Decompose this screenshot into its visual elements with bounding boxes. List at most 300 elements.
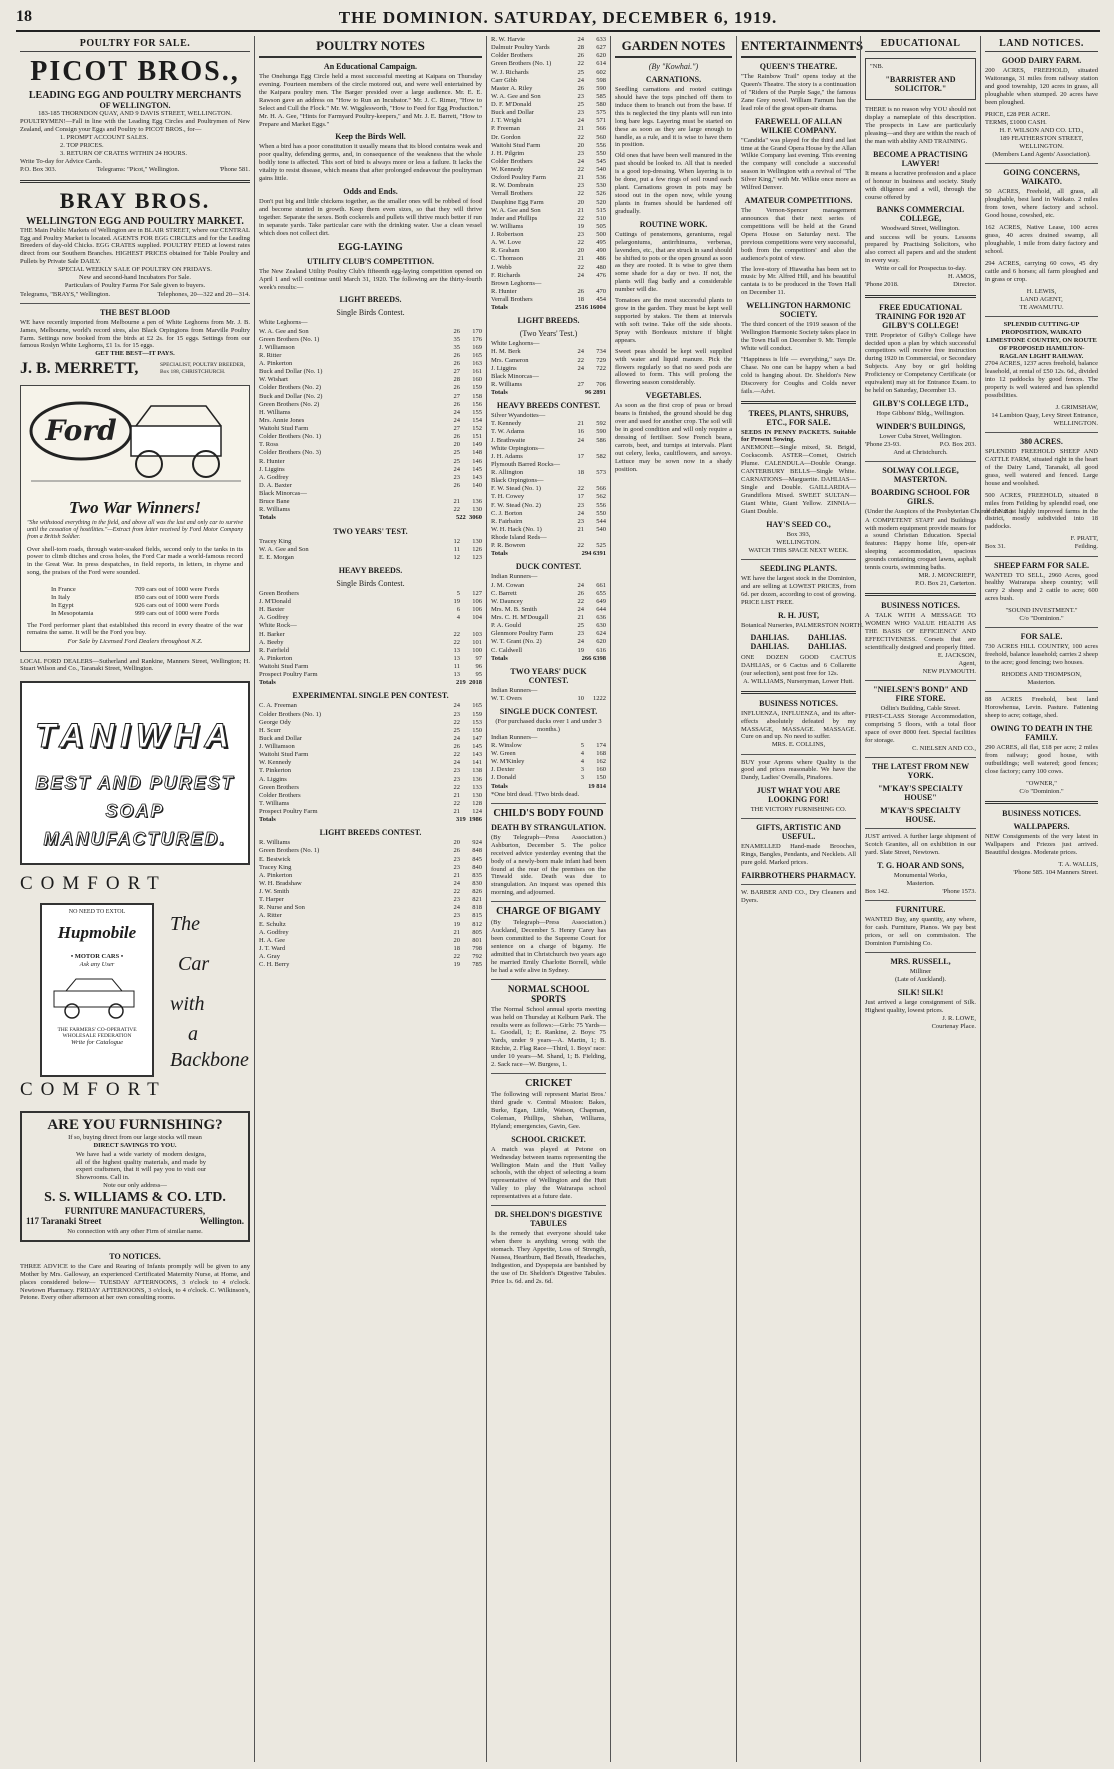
entrant-score [584, 477, 606, 485]
total-count: 624 [596, 630, 606, 638]
entrant-score [454, 631, 483, 639]
table-row [491, 606, 606, 614]
results-table [491, 36, 606, 280]
week-count: 26 [453, 360, 460, 368]
entrant-score [578, 150, 607, 158]
entrant-name: Green Brothers (No. 1) [259, 847, 320, 855]
total-count: 151 [472, 433, 482, 441]
total-count: 159 [472, 384, 482, 392]
furnish-note: Note our only address— [103, 1182, 167, 1190]
phone: 'Phone 23-93. [865, 441, 901, 449]
entrant-score [584, 734, 606, 742]
table-row [259, 655, 482, 663]
entrant-name: J. T. Ward [259, 944, 286, 952]
divider [491, 803, 606, 804]
entrant-score [454, 888, 483, 896]
divider [20, 303, 250, 304]
table-row [491, 412, 606, 420]
subhead: LIGHT BREEDS CONTEST. [319, 828, 422, 838]
entrant-score [454, 839, 483, 847]
entrant-name: A. Pinkerton [259, 360, 293, 368]
week-count: 26 [577, 287, 584, 295]
paragraph: SEEDS IN PENNY PACKETS. Suitable for Present Sowing. [741, 428, 856, 444]
table-row [259, 711, 482, 719]
total-count: 143 [472, 751, 482, 759]
divider [865, 593, 976, 596]
total-count: 486 [596, 255, 606, 263]
total-count: 729 [596, 356, 606, 364]
entrant-score [578, 109, 607, 117]
entrant-name: P. R. Bowren [491, 542, 526, 550]
total-count: 614 [596, 60, 606, 68]
merrett-line [20, 359, 250, 379]
week-count: 13 [453, 671, 460, 679]
total-count: 136 [472, 775, 482, 783]
week-count: 22 [577, 190, 584, 198]
table-row [491, 445, 606, 453]
subhead: HEAVY BREEDS CONTEST. [496, 401, 601, 411]
entrant-name: F. W. Stead (No. 1) [491, 485, 541, 493]
paragraph: The Normal School annual sports meeting was held on Thursday at Kelburn Park. The results were as follows:—Girls: 75 Yards—L. Goodall, 1; E. Rankine, 2. Boys: 75 Yards, under 9 years—A. Martin, 1; B. Ritchie, 2. Flag Race—Third, 1. Boys' race: under 10 years—M. Shand, 1; B. Fielding, 2. Sack race—W. Burgess, 1. [491, 1005, 606, 1069]
firm-trade: Milliner [909, 968, 932, 976]
entrant-score [454, 449, 483, 457]
listing-price: PRICE, £28 PER ACRE. [985, 110, 1051, 118]
bray-telegrams: Telegrams, "BRAYS," Wellington. [20, 290, 111, 298]
entrant-name: Tracey King [259, 863, 292, 871]
subhead-note: (Under the Auspices of the Presbyterian Church of N.Z.) [865, 508, 1013, 516]
week-count: 13 [453, 646, 460, 654]
entrant-score [454, 368, 483, 376]
entrant-name: W. H. Bradshaw [259, 879, 302, 887]
table-row [491, 36, 606, 44]
total-count: 602 [596, 68, 606, 76]
week-count: 26 [453, 400, 460, 408]
entrant-name: J. Williamson [259, 343, 295, 351]
subhead: GOOD DAIRY FARM. [1001, 56, 1082, 65]
entrant-name: White Rock— [259, 622, 297, 630]
week-count: 23 [453, 912, 460, 920]
table-row [491, 69, 606, 77]
entrant-name: Green Brothers (No. 2) [259, 400, 320, 408]
entrant-name: W. Kennedy [259, 759, 292, 767]
paragraph: Tomatoes are the most successful plants to grow in the garden. They must be kept well supported by stakes. Tie them at intervals with soft twine. Take off the side shoots. Spray with Bordeaux mixture if blight appears. [615, 297, 732, 344]
total-count: 562 [596, 493, 606, 501]
table-row [259, 368, 482, 376]
entrant-score [454, 554, 483, 562]
total-count: 128 [472, 799, 482, 807]
total-count: 104 [472, 614, 482, 622]
divider [985, 801, 1098, 804]
week-count: 23 [453, 710, 460, 718]
entrant-score [454, 441, 483, 449]
entrant-name: Buck and Dollar (No. 2) [259, 392, 323, 400]
table-row [259, 639, 482, 647]
entrant-name: A. Godfrey [259, 473, 289, 481]
week-count: 24 [453, 879, 460, 887]
total-count: 566 [596, 485, 606, 493]
subhead: TWO YEARS' DUCK CONTEST. [510, 666, 587, 685]
agent-city: WELLINGTON. [1019, 143, 1064, 151]
garden-notes-title: GARDEN NOTES [615, 38, 732, 58]
paragraph: (By Telegraph—Press Association.) Auckland, December 5. Henry Carey has been committed to the Supreme Court for sentence on a charge of bigamy. He admitted that in Christchurch two years ago he married Emily Charlotte Borrell, while he had a wife alive in Sydney. [491, 919, 606, 974]
total-count: 97 [475, 654, 482, 662]
agent-city: Masterton. [1027, 679, 1056, 687]
table-row [259, 393, 482, 401]
entrant-score [454, 912, 483, 920]
table-row [491, 190, 606, 198]
total-count: 845 [472, 855, 482, 863]
firm-name: GILBY'S COLLEGE LTD., [872, 398, 969, 408]
entrant-score [578, 264, 607, 272]
week-count: 22 [453, 718, 460, 726]
entrant-score [454, 376, 483, 384]
total-count: 160 [596, 766, 606, 774]
bottom-notices [20, 1248, 250, 1303]
week-count: 26 [577, 589, 584, 597]
subhead: BECOME A PRACTISING LAWYER! [873, 149, 968, 168]
entrant-name: W. A. Gee and Son [259, 327, 309, 335]
table-row [491, 590, 606, 598]
table-row [491, 117, 606, 125]
entrant-name: W. T. Grant (No. 2) [491, 638, 542, 646]
subhead: SCHOOL CRICKET. [511, 1134, 586, 1144]
table-row [259, 759, 482, 767]
entrant-score [454, 751, 483, 759]
entrant-score [454, 538, 483, 546]
subhead: THE LATEST FROM NEW YORK. [871, 762, 970, 781]
week-count: 12 [453, 537, 460, 545]
total-count: 155 [472, 408, 482, 416]
week-count: 18 [577, 296, 584, 303]
week-count: 22 [453, 751, 460, 759]
week-count: 22 [453, 506, 460, 514]
entrant-name: J. H. Pilgrim [491, 149, 525, 157]
hup-script: Car [178, 953, 210, 976]
total-count: 152 [472, 425, 482, 433]
firm-city: WELLINGTON. [776, 538, 821, 546]
entrant-score [584, 412, 606, 420]
paragraph: WANTED Buy, any quantity, any where, for cash. Furniture, Pianos. We pay best prices, or sell on commission. The Dominion Furnishing Co. [865, 916, 976, 948]
column-7 [980, 36, 1102, 1762]
entrant-name: C. A. Freeman [259, 702, 297, 710]
total-count: 792 [472, 953, 482, 961]
entrant-score [578, 190, 607, 198]
principal-address: P.O. Box 21, Carterton. [915, 580, 976, 588]
subhead: BUSINESS NOTICES. [881, 601, 960, 611]
subhead: FREE EDUCATIONAL TRAINING FOR 1920 AT GILBY'S COLLEGE! [875, 302, 966, 330]
entrant-name: Plymouth Barred Rocks— [491, 460, 560, 468]
furnish-direct: DIRECT SAVINGS TO YOU. [93, 1142, 177, 1150]
entrant-score [454, 417, 483, 425]
table-row [491, 247, 606, 255]
total-count: 586 [596, 436, 606, 444]
entrant-name: J. Donald [491, 774, 516, 782]
total-count: 830 [472, 879, 482, 887]
table-row [491, 647, 606, 655]
total-count: 550 [596, 149, 606, 157]
subhead: DUCK CONTEST. [515, 562, 582, 572]
entrant-score [578, 207, 607, 215]
entrant-score [578, 614, 607, 622]
week-count: 13 [453, 654, 460, 662]
picot-address: 183-185 THORNDON QUAY, AND 9 DAVIS STREET, WELLINGTON. [38, 110, 232, 117]
listing: NEW Consignments of the very latest in Wallpapers and Friezes just arrived. Beautiful designs. Moderate prices. [985, 833, 1098, 857]
entrant-name: Verrall Brothers [491, 190, 533, 198]
entrant-score [578, 272, 607, 280]
furnish-head: ARE YOU FURNISHING? [47, 1117, 223, 1134]
week-count: 24 [577, 157, 584, 165]
table-row [259, 554, 482, 562]
entrant-name: T. Pinkerton [259, 767, 292, 775]
entrant-score [584, 687, 606, 695]
table-row [491, 526, 606, 534]
poultry-notes-title: POULTRY NOTES [259, 38, 482, 58]
agent-note: (Members Land Agents' Association). [992, 151, 1091, 159]
entrant-score [584, 534, 606, 542]
column-1 [16, 36, 254, 1762]
entrant-score [578, 288, 607, 296]
entrant-name: R. Ritter [259, 351, 282, 359]
week-count: 21 [453, 928, 460, 936]
total-count: 476 [596, 271, 606, 279]
table-row [259, 622, 482, 630]
table-row [259, 538, 482, 546]
total-count: 840 [472, 863, 482, 871]
entrant-score [578, 542, 607, 550]
week-count: 23 [577, 630, 584, 638]
week-count: 23 [577, 231, 584, 238]
entrant-name: Dalmuir Poultry Yards [491, 44, 550, 52]
table-row [259, 896, 482, 904]
taniwha-line-1: BEST AND PUREST [35, 773, 235, 794]
table-row [491, 477, 606, 485]
entrant-score [581, 758, 606, 766]
entrant-name: J. M'Donald [259, 598, 291, 606]
total-count: 123 [472, 553, 482, 561]
table-row [259, 417, 482, 425]
entrant-score [578, 117, 607, 125]
week-count: 26 [453, 327, 460, 335]
table-row [491, 758, 606, 766]
table-row [491, 340, 606, 348]
total-count: 133 [472, 783, 482, 791]
week-count: 35 [453, 343, 460, 351]
listing: 200 ACRES, FREEHOLD, situated Waitoranga, 31 miles from railway station and good township, 120 acres in grass, all ploughable when stumped. 20 acres have been ploughed. [985, 67, 1098, 106]
total-count: 158 [472, 392, 482, 400]
subhead: BUSINESS NOTICES. [1002, 809, 1081, 819]
entrant-name: H. Baxter [259, 606, 285, 614]
entrant-name: J. Brathwaite [491, 436, 526, 444]
table-row [491, 215, 606, 223]
week-count: 24 [453, 759, 460, 767]
divider [985, 627, 1098, 628]
total-count: 470 [596, 287, 606, 295]
table-row [491, 542, 606, 550]
masthead [16, 8, 1100, 32]
entrant-name: W. Williams [491, 222, 524, 230]
entrant-name: W. A. Gee and Son [259, 545, 309, 553]
entrant-score [578, 36, 607, 44]
entrant-name: T. Harper [259, 896, 284, 904]
total-count: 490 [596, 247, 606, 255]
table-row [491, 373, 606, 381]
entrant-score [454, 776, 483, 784]
agent-title: LAND AGENT, [1020, 295, 1063, 303]
entrant-name: P. A. Gould [491, 622, 521, 630]
table-row [491, 469, 606, 477]
week-count: 23 [577, 149, 584, 157]
subhead: HEAVY BREEDS. [338, 565, 403, 575]
subhead: EGG-LAYING [338, 241, 403, 253]
total-count: 174 [596, 741, 606, 749]
table-row [259, 767, 482, 775]
entrant-score [578, 166, 607, 174]
box: P.O. Box 203. [939, 441, 976, 449]
total-count: 150 [472, 726, 482, 734]
dahlias-grid [741, 633, 856, 651]
bray-incubators: New and second-hand Incubators For Sale. [79, 274, 191, 282]
week-count: 16 [577, 428, 584, 436]
firm-name: THE VICTORY FURNISHING CO. [750, 806, 847, 814]
entrant-score [578, 93, 607, 101]
week-count: 23 [577, 109, 584, 117]
ford-stat: In France 709 cars out of 1000 were Fords [51, 585, 219, 593]
total-count: 812 [472, 920, 482, 928]
table-row [491, 766, 606, 774]
entrant-score [578, 502, 607, 510]
entrant-name: J. W. Smith [259, 888, 289, 896]
total-count: 616 [596, 646, 606, 654]
total-count: 161 [472, 368, 482, 376]
table-row [491, 357, 606, 365]
entrant-name: Colder Brothers [491, 52, 533, 60]
dahlias-label: DAHLIAS. [808, 641, 847, 651]
total-count: 633 [596, 36, 606, 43]
week-count: 27 [453, 425, 460, 433]
entrant-name: Waitohi Stud Farm [491, 141, 541, 149]
ford-stat: In Mesopotamia 999 cars out of 1000 were Fords [51, 609, 219, 617]
subhead: An Educational Campaign. [323, 62, 418, 71]
table-row [491, 348, 606, 356]
entrant-name: W. A. Gee and Son [491, 206, 541, 214]
entrant-score [578, 134, 607, 142]
picot-point: 2. TOP PRICES. [60, 142, 104, 150]
week-count: 21 [577, 525, 584, 533]
divider [985, 316, 1098, 317]
entrant-name: E. Bestwick [259, 855, 291, 863]
entrant-name: R. Nurse and Son [259, 904, 305, 912]
week-count: 26 [453, 433, 460, 441]
total-count: 644 [596, 605, 606, 613]
hup-agents: THE FARMERS' CO-OPERATIVE WHOLESALE FEDERATION [57, 1027, 137, 1040]
entrant-name: Mrs. M. B. Smith [491, 605, 537, 613]
firm-address: Lower Cuba Street, Wellington. [879, 433, 962, 441]
week-count: 26 [453, 847, 460, 855]
entrant-score [578, 437, 607, 445]
divider [865, 828, 976, 829]
divider [985, 432, 1098, 433]
total-count: 480 [596, 263, 606, 271]
entrant-name: D. A. Baxter [259, 481, 292, 489]
entrant-name: Buck and Dollar (No. 1) [259, 368, 323, 376]
total-count: 170 [472, 327, 482, 335]
week-count: 35 [453, 335, 460, 343]
entrant-name: Silver Wyandottes— [491, 412, 546, 420]
subhead: GIFTS, ARTISTIC AND USEFUL. [756, 823, 841, 842]
entrant-score [454, 671, 483, 679]
results-table [491, 573, 606, 654]
entrant-name: E. E. Morgan [259, 553, 294, 561]
week-count: 24 [577, 36, 584, 43]
hup-need: NO NEED TO EXTOL [68, 909, 126, 916]
entrant-score [578, 85, 607, 93]
total-count: 590 [596, 84, 606, 92]
entrant-name: George Ody [259, 718, 291, 726]
entrant-score [454, 409, 483, 417]
table-row [259, 800, 482, 808]
listing: 730 ACRES HILL COUNTRY, 100 acres freehold, balance leasehold; carries 2 sheep to the acre; good fencing; two houses. [985, 643, 1098, 667]
paragraph: FIRST-CLASS Storage Accommodation, comprising 5 floors, with a total floor space of over 8000 feet. Special facilities for storage. [865, 713, 976, 745]
table-row [491, 518, 606, 526]
subhead: FURNITURE. [895, 905, 946, 915]
entrant-score [454, 945, 483, 953]
week-count: 23 [577, 517, 584, 525]
divider [865, 680, 976, 681]
week-count: 19 [577, 222, 584, 230]
totals-row: Totals 319 1986 [259, 816, 482, 824]
week-count: 20 [453, 936, 460, 944]
subhead: Single Birds Contest. [336, 578, 405, 588]
entrant-score [454, 458, 483, 466]
total-count: 560 [596, 133, 606, 141]
table-row [491, 77, 606, 85]
entrant-score [578, 357, 607, 365]
ford-performer: The Ford performer plant that established this record in every theatre of the war remains the same. It will be the Ford you buy. [27, 621, 243, 637]
table-row [491, 223, 606, 231]
table-row [491, 52, 606, 60]
entrant-name: Waitohi Stud Farm [259, 663, 309, 671]
subhead: VEGETABLES. [645, 391, 702, 401]
week-count: 23 [453, 767, 460, 775]
week-count: 23 [577, 501, 584, 509]
week-count: 22 [577, 356, 584, 364]
week-count: 3 [580, 766, 584, 774]
subhead: DR. SHELDON'S DIGESTIVE TABULES [494, 1210, 603, 1229]
paragraph: Seedling carnations and rooted cuttings should have the tops pinched off them to induce them to branch out from the base. If this is neglected the tiny plants will run into long bare legs. Layering must be started on these as soon as they are large enough to handle, as a rule, and it is wise to have them in position. [615, 86, 732, 149]
total-count: 655 [596, 589, 606, 597]
principal-name: MR. J. MONCRIEFF, [918, 572, 976, 580]
divider [865, 900, 976, 901]
entrant-name: T. W. Adams [491, 428, 525, 436]
firm-name: MRS. RUSSELL, [890, 957, 951, 967]
subhead: BUSINESS NOTICES. [759, 698, 838, 708]
week-count: 21 [453, 871, 460, 879]
total-count: 620 [596, 52, 606, 60]
entrant-score [578, 296, 607, 304]
paragraph: A match was played at Petone on Wednesday between teams representing the Wellington Main and the Hutt Valley schools, with the object of selecting a team representative of Wellington and the Hutt Valley to play the Wairarapa school representatives at a future date. [491, 1145, 606, 1201]
table-row [491, 461, 606, 469]
total-count: 1222 [593, 694, 606, 702]
week-count: 21 [577, 255, 584, 263]
ford-stat: In Italy 850 cars out of 1000 were Fords [51, 593, 219, 601]
breed-label: Black Minorcas— [259, 490, 307, 498]
ford-sale: For Sale by Licensed Ford Dealers throughout N.Z. [67, 637, 203, 645]
subhead: M'KAY'S SPECIALTY HOUSE. [880, 806, 961, 825]
table-row [259, 921, 482, 929]
results-table [491, 288, 606, 304]
results-table [491, 687, 606, 703]
paragraph: Cuttings of penstemons, geraniums, regal pelargoniums, antirrhinums, verbenas, lavenders, etc., that are struck in sand should be shifted to pots or the open ground as soon as they are rooted. It is wise to give them some shade for a day or two. If not, the plants will flag badly and a considerable number will die. [615, 230, 732, 294]
